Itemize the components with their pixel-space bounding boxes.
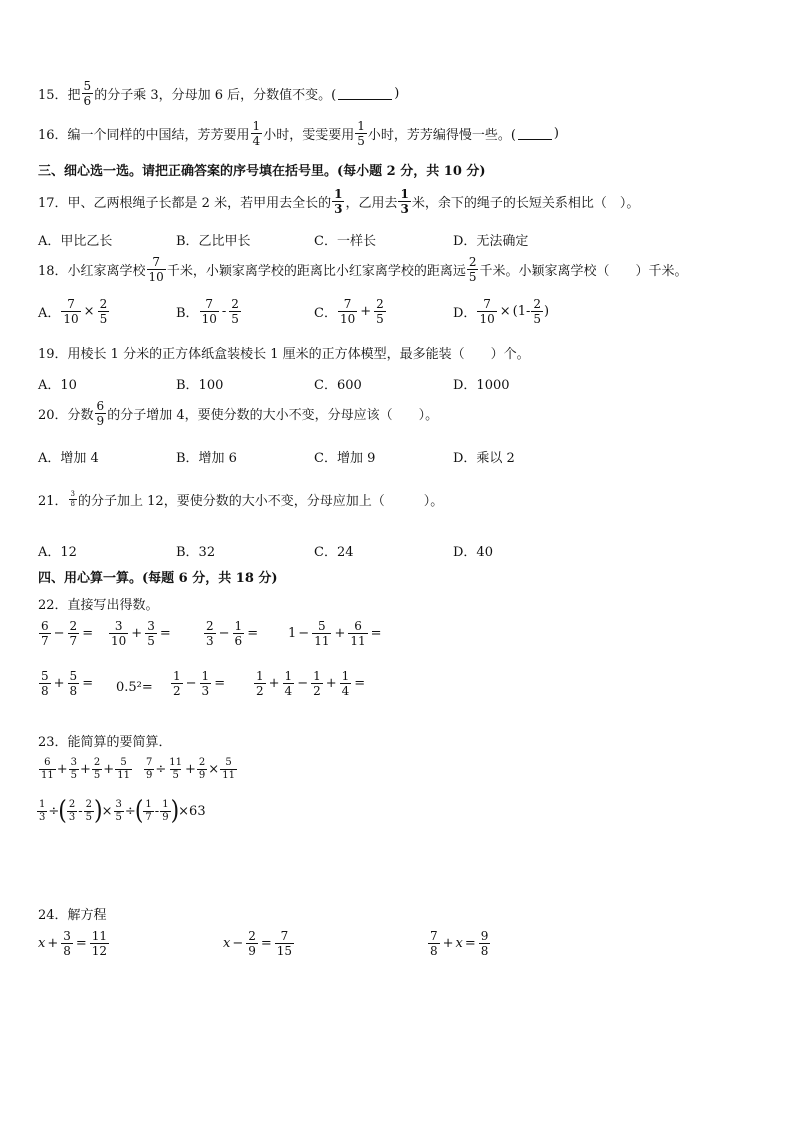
q21-option-a[interactable]: A．12 [38,545,77,560]
q21-option-d[interactable]: D．40 [453,545,493,560]
fraction: $\frac{1}{3}$ [334,187,343,216]
fraction: $\frac{3}{8}$ [70,490,76,508]
q22-expression-4: 1 − $\frac{5}{11}$ + $\frac{6}{11}$ = [288,619,382,648]
question-23-title: 23．能简算的要简算． [38,735,172,750]
question-18: 18．小红家离学校 $\frac{7}{10}$ 千米，小颖家离学校的距离比小红家离学校的距离远 $\frac{2}{5}$ 千米。小颖家离学校（ ）千米。 [38,255,688,284]
q19-option-c[interactable]: C．600 [314,378,362,393]
q22-expression-8: $\frac{1}{2}$ + $\frac{1}{4}$ − $\frac{1}{2}$ + $\frac{1}{4}$ = [256,669,366,698]
q18-option-a[interactable]: A． $\frac{7}{10}$ × $\frac{2}{5}$ [38,297,108,326]
q17-option-b[interactable]: B．乙比甲长 [176,234,251,249]
q21-option-b[interactable]: B．32 [176,545,216,560]
fraction: $\frac{1}{4}$ [252,119,261,148]
q23-expression-3: $\frac{1}{3}$ ÷ ( $\frac{2}{3}$ - $\frac{2}{5}$ ) × $\frac{3}{5}$ ÷ ( $\frac{1}{7}$ - $\frac{1}{9}$ ) ×63 [39,795,206,826]
q22-expression-2: $\frac{3}{10}$ + $\frac{3}{5}$ = [111,619,171,648]
q22-expression-7: $\frac{1}{2}$ − $\frac{1}{3}$ = [173,669,226,698]
fraction: $\frac{2}{5}$ [468,255,477,284]
fraction: $\frac{6}{9}$ [96,399,105,428]
q20-option-b[interactable]: B．增加 6 [176,451,237,466]
q24-equation-3: $\frac{7}{8}$ + x = $\frac{9}{8}$ [430,929,489,958]
q22-expression-6: 0.5²= [116,680,153,695]
question-20: 20．分数 $\frac{6}{9}$ 的分子增加 4，要使分数的大小不变，分母应该（ ）。 [38,399,439,428]
question-19: 19．用棱长 1 分米的正方体纸盒装棱长 1 厘米的正方体模型，最多能装（ ）个。 [38,347,530,362]
q19-option-a[interactable]: A．10 [38,378,77,393]
q17-option-a[interactable]: A．甲比乙长 [38,234,113,249]
question-17: 17．甲、乙两根绳子长都是 2 米，若甲用去全长的 $\frac{1}{3}$ ，乙用去 $\frac{1}{3}$ 米，余下的绳子的长短关系相比（ ）。 [38,187,640,216]
q18-option-c[interactable]: C． $\frac{7}{10}$ + $\frac{2}{5}$ [314,297,384,326]
q20-option-c[interactable]: C．增加 9 [314,451,376,466]
question-21: 21． $\frac{3}{8}$ 的分子加上 12，要使分数的大小不变，分母应加上（ ）。 [38,490,444,509]
q23-expression-2: $\frac{7}{9}$ ÷ $\frac{11}{5}$ + $\frac{2}{9}$ × $\frac{5}{11}$ [146,757,235,781]
q19-option-d[interactable]: D．1000 [453,378,510,393]
question-16: 16．编一个同样的中国结，芳芳要用 $\frac{1}{4}$ 小时，雯雯要用 $\frac{1}{5}$ 小时，芳芳编得慢一些。( ) [38,119,559,148]
q18-option-b[interactable]: B． $\frac{7}{10}$ - $\frac{2}{5}$ [176,297,239,326]
q22-expression-3: $\frac{2}{3}$ − $\frac{1}{6}$ = [206,619,259,648]
answer-blank[interactable] [338,87,392,100]
question-24-title: 24．解方程 [38,908,107,923]
q17-option-c[interactable]: C．一样长 [314,234,376,249]
question-15: 15．把 $\frac{5}{6}$ 的分子乘 3，分母加 6 后，分数值不变。( ) [38,79,400,108]
q22-expression-1: $\frac{6}{7}$ − $\frac{2}{7}$ = [41,619,94,648]
question-22-title: 22．直接写出得数。 [38,598,159,613]
q24-equation-2: x − $\frac{2}{9}$ = $\frac{7}{15}$ [223,929,293,958]
fraction: $\frac{1}{3}$ [400,187,409,216]
fraction: $\frac{1}{5}$ [357,119,365,148]
q17-option-d[interactable]: D．无法确定 [453,234,529,249]
q23-expression-1: $\frac{6}{11}$ + $\frac{3}{5}$ + $\frac{2}{5}$ + $\frac{5}{11}$ [41,757,130,781]
q21-option-c[interactable]: C．24 [314,545,354,560]
section-3-heading: 三、细心选一选。请把正确答案的序号填在括号里。(每小题 2 分，共 10 分) [38,164,486,179]
answer-blank[interactable] [518,127,552,140]
q22-expression-5: $\frac{5}{8}$ + $\frac{5}{8}$ = [41,669,94,698]
q24-equation-1: x + $\frac{3}{8}$ = $\frac{11}{12}$ [38,929,108,958]
fraction: $\frac{7}{10}$ [148,255,164,284]
q18-option-d[interactable]: D． $\frac{7}{10}$ × (1- $\frac{2}{5}$ ) [453,297,550,326]
q20-option-a[interactable]: A．增加 4 [38,451,99,466]
fraction: $\frac{5}{6}$ [83,79,92,108]
q19-option-b[interactable]: B．100 [176,378,224,393]
q20-option-d[interactable]: D．乘以 2 [453,451,515,466]
section-4-heading: 四、用心算一算。(每题 6 分，共 18 分) [38,571,278,586]
